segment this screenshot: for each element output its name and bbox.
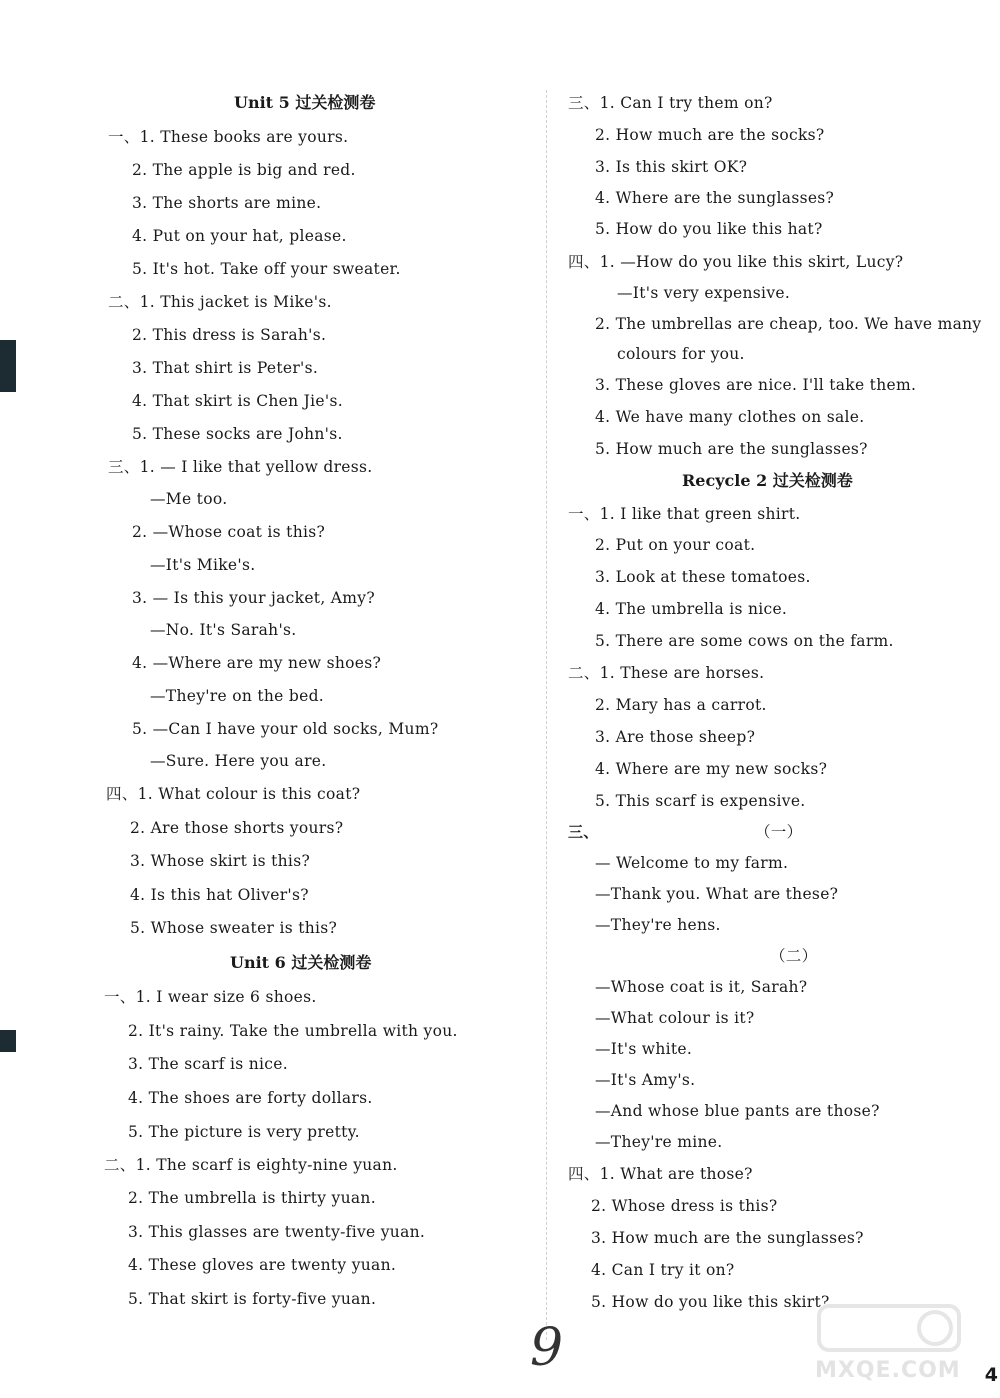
dialogue-line: —It's white.	[595, 1040, 693, 1058]
handwritten-mark: 9	[530, 1318, 564, 1378]
dialogue-line: —It's Amy's.	[595, 1071, 696, 1089]
answer-line: 4. —Where are my new shoes?	[132, 654, 382, 672]
answer-line: 二、1. This jacket is Mike's.	[108, 293, 332, 311]
answer-line: 2. Put on your coat.	[595, 536, 756, 554]
answer-line: 二、1. These are horses.	[568, 664, 765, 682]
dialogue-line: —Whose coat is it, Sarah?	[595, 978, 808, 996]
answer-line: 3. How much are the sunglasses?	[591, 1229, 864, 1247]
dialogue-line: —They're mine.	[595, 1133, 723, 1151]
answer-line: 4. Where are the sunglasses?	[595, 189, 835, 207]
answer-line: 4. Where are my new socks?	[595, 760, 828, 778]
column-divider	[546, 90, 547, 1340]
answer-line: 一、1. These books are yours.	[108, 128, 349, 146]
answer-line: 2. The apple is big and red.	[132, 161, 356, 179]
answer-line: 5. How do you like this hat?	[595, 220, 823, 238]
answer-line: 二、1. The scarf is eighty-nine yuan.	[104, 1156, 398, 1174]
answer-line: 2. The umbrellas are cheap, too. We have many	[595, 315, 982, 333]
answer-line: 2. Whose dress is this?	[591, 1197, 778, 1215]
answer-line: 4. The umbrella is nice.	[595, 600, 788, 618]
answer-line: 4. The shoes are forty dollars.	[128, 1089, 373, 1107]
answer-line: 三、1. Can I try them on?	[568, 94, 773, 112]
watermark-stamp-icon	[815, 1300, 965, 1356]
part-label: （二）	[770, 947, 818, 965]
answer-line: 2. This dress is Sarah's.	[132, 326, 327, 344]
answer-line: 5. —Can I have your old socks, Mum?	[132, 720, 439, 738]
answer-line: 5. This scarf is expensive.	[595, 792, 806, 810]
answer-line: 3. — Is this your jacket, Amy?	[132, 589, 375, 607]
dialogue-line: —They're hens.	[595, 916, 721, 934]
section-heading: 三、	[568, 823, 599, 841]
answer-line: 5. The picture is very pretty.	[128, 1123, 360, 1141]
answer-line: 3. Whose skirt is this?	[130, 852, 311, 870]
dialogue-line: —Thank you. What are these?	[595, 885, 839, 903]
answer-line: 5. How do you like this skirt?	[591, 1293, 830, 1311]
answer-line: 5. There are some cows on the farm.	[595, 632, 894, 650]
part-label: （一）	[755, 823, 803, 841]
answer-line: 3. These gloves are nice. I'll take them.	[595, 376, 917, 394]
edge-marker-top	[0, 340, 16, 392]
unit5-title: Unit 5 过关检测卷	[234, 93, 376, 112]
answer-line: —It's very expensive.	[617, 284, 791, 302]
answer-line: —No. It's Sarah's.	[150, 621, 297, 639]
watermark-logo	[815, 1300, 995, 1390]
answer-line: 四、1. What are those?	[568, 1165, 753, 1183]
answer-line: 一、1. I wear size 6 shoes.	[104, 988, 317, 1006]
answer-line: 4. Can I try it on?	[591, 1261, 735, 1279]
answer-line: 5. These socks are John's.	[132, 425, 343, 443]
answer-line: —Me too.	[150, 490, 228, 508]
answer-line: 4. Put on your hat, please.	[132, 227, 347, 245]
answer-line: 4. We have many clothes on sale.	[595, 408, 865, 426]
answer-line: 4. That skirt is Chen Jie's.	[132, 392, 343, 410]
answer-line: 3. That shirt is Peter's.	[132, 359, 319, 377]
dialogue-line: — Welcome to my farm.	[595, 854, 789, 872]
dialogue-line: —And whose blue pants are those?	[595, 1102, 880, 1120]
answer-line: 2. How much are the socks?	[595, 126, 825, 144]
answer-line: 3. Is this skirt OK?	[595, 158, 748, 176]
dialogue-line: —What colour is it?	[595, 1009, 755, 1027]
answer-line: 2. It's rainy. Take the umbrella with you.	[128, 1022, 458, 1040]
answer-line: 三、1. — I like that yellow dress.	[108, 458, 373, 476]
page-number: 4	[984, 1364, 998, 1386]
edge-marker-bottom	[0, 1030, 16, 1052]
answer-line: 4. Is this hat Oliver's?	[130, 886, 309, 904]
answer-line: 2. —Whose coat is this?	[132, 523, 326, 541]
answer-line: 2. Mary has a carrot.	[595, 696, 767, 714]
answer-line: 3. The scarf is nice.	[128, 1055, 288, 1073]
answer-line: —They're on the bed.	[150, 687, 325, 705]
answer-line: 4. These gloves are twenty yuan.	[128, 1256, 397, 1274]
answer-line: 5. It's hot. Take off your sweater.	[132, 260, 401, 278]
answer-line: 2. The umbrella is thirty yuan.	[128, 1189, 376, 1207]
answer-line: —Sure. Here you are.	[150, 752, 327, 770]
answer-line: 3. This glasses are twenty-five yuan.	[128, 1223, 426, 1241]
answer-line: —It's Mike's.	[150, 556, 256, 574]
answer-line: 四、1. What colour is this coat?	[106, 785, 361, 803]
answer-line: 一、1. I like that green shirt.	[568, 505, 801, 523]
answer-line: 四、1. —How do you like this skirt, Lucy?	[568, 253, 904, 271]
unit6-title: Unit 6 过关检测卷	[230, 953, 372, 972]
answer-line: 3. Are those sheep?	[595, 728, 756, 746]
watermark-text: MXQE.COM	[815, 1358, 961, 1383]
answer-line: 5. Whose sweater is this?	[130, 919, 338, 937]
answer-line: colours for you.	[617, 345, 745, 363]
answer-line: 3. The shorts are mine.	[132, 194, 322, 212]
answer-line: 2. Are those shorts yours?	[130, 819, 344, 837]
answer-line: 5. How much are the sunglasses?	[595, 440, 868, 458]
answer-line: 5. That skirt is forty-five yuan.	[128, 1290, 377, 1308]
answer-line: 3. Look at these tomatoes.	[595, 568, 811, 586]
recycle2-title: Recycle 2 过关检测卷	[682, 471, 853, 490]
